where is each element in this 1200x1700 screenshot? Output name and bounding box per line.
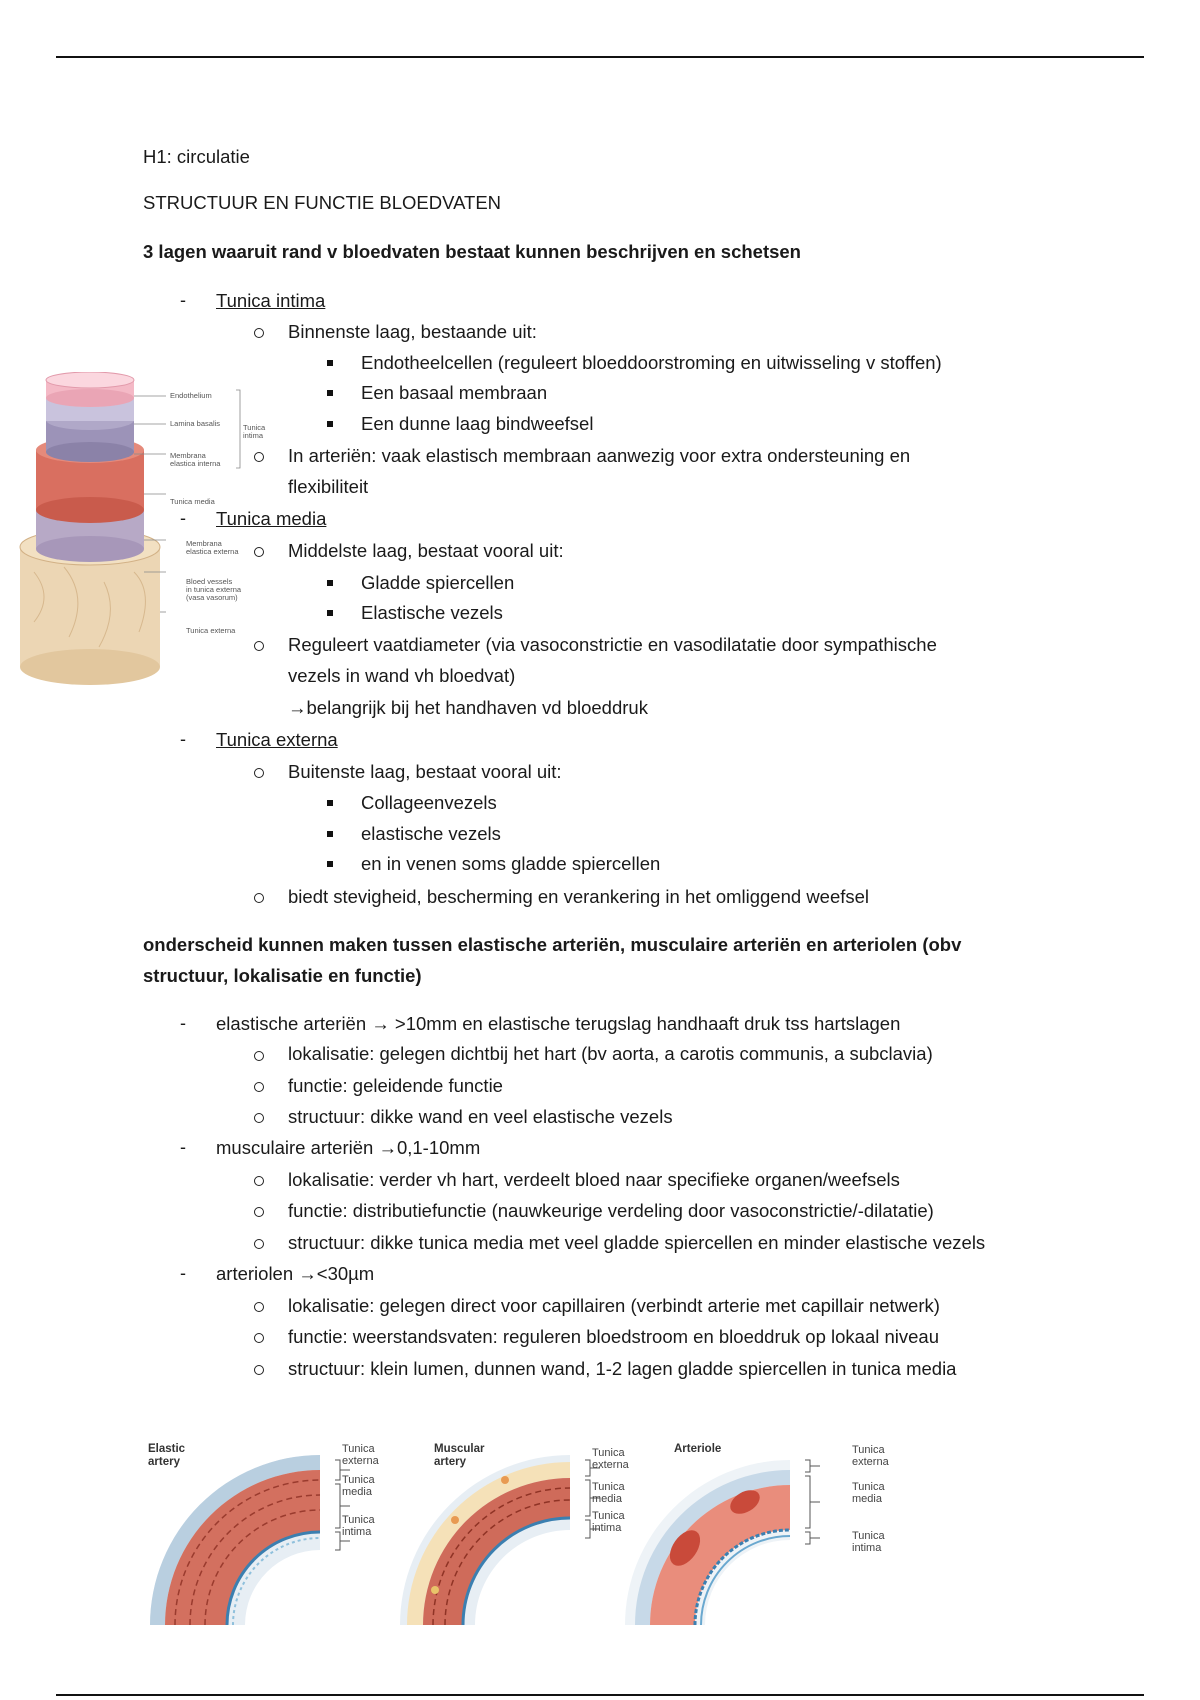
muscular-externa-label-2: externa: [592, 1459, 629, 1471]
intima-item-3: Een dunne laag bindweefsel: [361, 413, 594, 434]
arteriole-lok: lokalisatie: gelegen direct voor capillairen (verbindt arterie met capillair netwerk): [288, 1295, 940, 1316]
square-bullet: [327, 580, 333, 586]
circle-bullet: [254, 1207, 264, 1217]
square-bullet: [327, 360, 333, 366]
elastic-fun: functie: geleidende functie: [288, 1075, 503, 1096]
muscular-title: musculaire arteriën →0,1-10mm: [216, 1137, 481, 1158]
elastic-title: elastische arteriën → >10mm en elastische terugslag handhaaft druk tss hartslagen: [216, 1013, 901, 1034]
arteriole-intima-label-2: intima: [852, 1542, 882, 1554]
intima-p2-line2: flexibiliteit: [288, 476, 369, 497]
muscular-intima-label-2: intima: [592, 1522, 622, 1534]
label-lamina: Lamina basalis: [170, 419, 221, 428]
elastic-artery-diagram: [150, 1455, 350, 1625]
circle-bullet: [254, 768, 264, 778]
externa-title: Tunica externa: [216, 729, 338, 750]
label-media: Tunica media: [170, 497, 215, 506]
circle-bullet: [254, 547, 264, 557]
muscular-externa-label-1: Tunica: [592, 1447, 625, 1459]
circle-bullet: [254, 1239, 264, 1249]
circle-bullet: [254, 1365, 264, 1375]
chapter-title: H1: circulatie: [143, 146, 250, 167]
label-intima-2: intima: [243, 431, 264, 440]
vessel-cross-sections: [145, 1440, 925, 1630]
label-membrana-interna-1: Membrana: [170, 451, 206, 460]
muscular-lok: lokalisatie: verder vh hart, verdeelt bloed naar specifieke organen/weefsels: [288, 1169, 900, 1190]
dash-bullet: -: [180, 1263, 186, 1283]
bottom-rule: [56, 1694, 1144, 1696]
intima-item-2: Een basaal membraan: [361, 382, 548, 403]
elastic-media-label-2: media: [342, 1486, 372, 1498]
circle-bullet: [254, 452, 264, 462]
elastic-lok: lokalisatie: gelegen dichtbij het hart (bv aorta, a carotis communis, a subclavia): [288, 1043, 933, 1064]
vessel-wall-figure: [14, 372, 279, 692]
externa-item-1: Collageenvezels: [361, 792, 497, 813]
question-1: 3 lagen waaruit rand v bloedvaten bestaat kunnen beschrijven en schetsen: [143, 241, 801, 262]
media-p2-line3: →belangrijk bij het handhaven vd bloeddruk: [288, 697, 648, 718]
circle-bullet: [254, 328, 264, 338]
muscular-artery-diagram: [400, 1455, 600, 1625]
externa-p1: Buitenste laag, bestaat vooral uit:: [288, 761, 562, 782]
square-bullet: [327, 800, 333, 806]
arteriole-externa-label-1: Tunica: [852, 1444, 885, 1456]
circle-bullet: [254, 1051, 264, 1061]
arteriole-str: structuur: klein lumen, dunnen wand, 1-2 lagen gladde spiercellen in tunica media: [288, 1358, 957, 1379]
square-bullet: [327, 390, 333, 396]
circle-bullet: [254, 1176, 264, 1186]
muscular-str: structuur: dikke tunica media met veel gladde spiercellen en minder elastische vezels: [288, 1232, 986, 1253]
label-membrana-externa-1: Membrana: [186, 539, 222, 548]
elastic-intima-label-2: intima: [342, 1526, 372, 1538]
externa-p2: biedt stevigheid, bescherming en verankering in het omliggend weefsel: [288, 886, 870, 907]
externa-item-2: elastische vezels: [361, 823, 501, 844]
square-bullet: [327, 421, 333, 427]
label-membrana-externa-2: elastica externa: [186, 547, 239, 556]
circle-bullet: [254, 1082, 264, 1092]
arteriole-fun: functie: weerstandsvaten: reguleren bloedstroom en bloeddruk op lokaal niveau: [288, 1326, 939, 1347]
elastic-intima-label-1: Tunica: [342, 1514, 375, 1526]
arteriole-media-label-2: media: [852, 1493, 882, 1505]
elastic-externa-label-2: externa: [342, 1455, 379, 1467]
circle-bullet: [254, 1302, 264, 1312]
media-title: Tunica media: [216, 508, 327, 529]
media-item-2: Elastische vezels: [361, 602, 503, 623]
intima-p2-line1: In arteriën: vaak elastisch membraan aanwezig voor extra ondersteuning en: [288, 445, 911, 466]
media-p1: Middelste laag, bestaat vooral uit:: [288, 540, 564, 561]
muscular-intima-label-1: Tunica: [592, 1510, 625, 1522]
muscular-fun: functie: distributiefunctie (nauwkeurige verdeling door vasoconstrictie/-dilatatie): [288, 1200, 934, 1221]
arteriole-media-label-1: Tunica: [852, 1481, 885, 1493]
square-bullet: [327, 861, 333, 867]
dash-bullet: -: [180, 1137, 186, 1157]
elastic-str: structuur: dikke wand en veel elastische vezels: [288, 1106, 673, 1127]
diagram-elastic-label-2: artery: [148, 1456, 180, 1468]
label-vasa-1: Bloed vessels: [186, 577, 233, 586]
section-title: STRUCTUUR EN FUNCTIE BLOEDVATEN: [143, 192, 502, 213]
muscular-media-label-2: media: [592, 1493, 622, 1505]
square-bullet: [327, 831, 333, 837]
arteriole-diagram: [625, 1460, 820, 1625]
circle-bullet: [254, 893, 264, 903]
intima-item-1: Endotheelcellen (reguleert bloeddoorstroming en uitwisseling v stoffen): [361, 352, 942, 373]
intima-title: Tunica intima: [216, 290, 326, 311]
diagram-muscular-label-2: artery: [434, 1456, 466, 1468]
top-rule: [56, 56, 1144, 58]
label-externa: Tunica externa: [186, 626, 236, 635]
arteriole-externa-label-2: externa: [852, 1456, 889, 1468]
media-p2-line1: Reguleert vaatdiameter (via vasoconstrictie en vasodilatatie door sympathische: [288, 634, 937, 655]
muscular-media-label-1: Tunica: [592, 1481, 625, 1493]
diagram-muscular-label-1: Muscular: [434, 1443, 485, 1455]
dash-bullet: -: [180, 729, 186, 749]
dash-bullet: -: [180, 1013, 186, 1033]
question-2-line2: structuur, lokalisatie en functie): [143, 965, 422, 986]
circle-bullet: [254, 1333, 264, 1343]
label-vasa-2: in tunica externa: [186, 585, 242, 594]
label-intima-1: Tunica: [243, 423, 266, 432]
label-vasa-3: (vasa vasorum): [186, 593, 238, 602]
externa-item-3: en in venen soms gladde spiercellen: [361, 853, 661, 874]
arteriole-title: arteriolen →<30µm: [216, 1263, 375, 1284]
dash-bullet: -: [180, 290, 186, 310]
elastic-externa-label-1: Tunica: [342, 1443, 375, 1455]
intima-p1: Binnenste laag, bestaande uit:: [288, 321, 537, 342]
media-item-1: Gladde spiercellen: [361, 572, 515, 593]
circle-bullet: [254, 1113, 264, 1123]
elastic-media-label-1: Tunica: [342, 1474, 375, 1486]
arteriole-intima-label-1: Tunica: [852, 1530, 885, 1542]
diagram-elastic-label-1: Elastic: [148, 1443, 186, 1455]
diagram-arteriole-label: Arteriole: [674, 1443, 722, 1455]
dash-bullet: -: [180, 508, 186, 528]
label-endothelium: Endothelium: [170, 391, 212, 400]
question-2-line1: onderscheid kunnen maken tussen elastische arteriën, musculaire arteriën en arteriolen (obv: [143, 934, 962, 955]
circle-bullet: [254, 641, 264, 651]
label-membrana-interna-2: elastica interna: [170, 459, 221, 468]
media-p2-line2: vezels in wand vh bloedvat): [288, 665, 516, 686]
square-bullet: [327, 610, 333, 616]
